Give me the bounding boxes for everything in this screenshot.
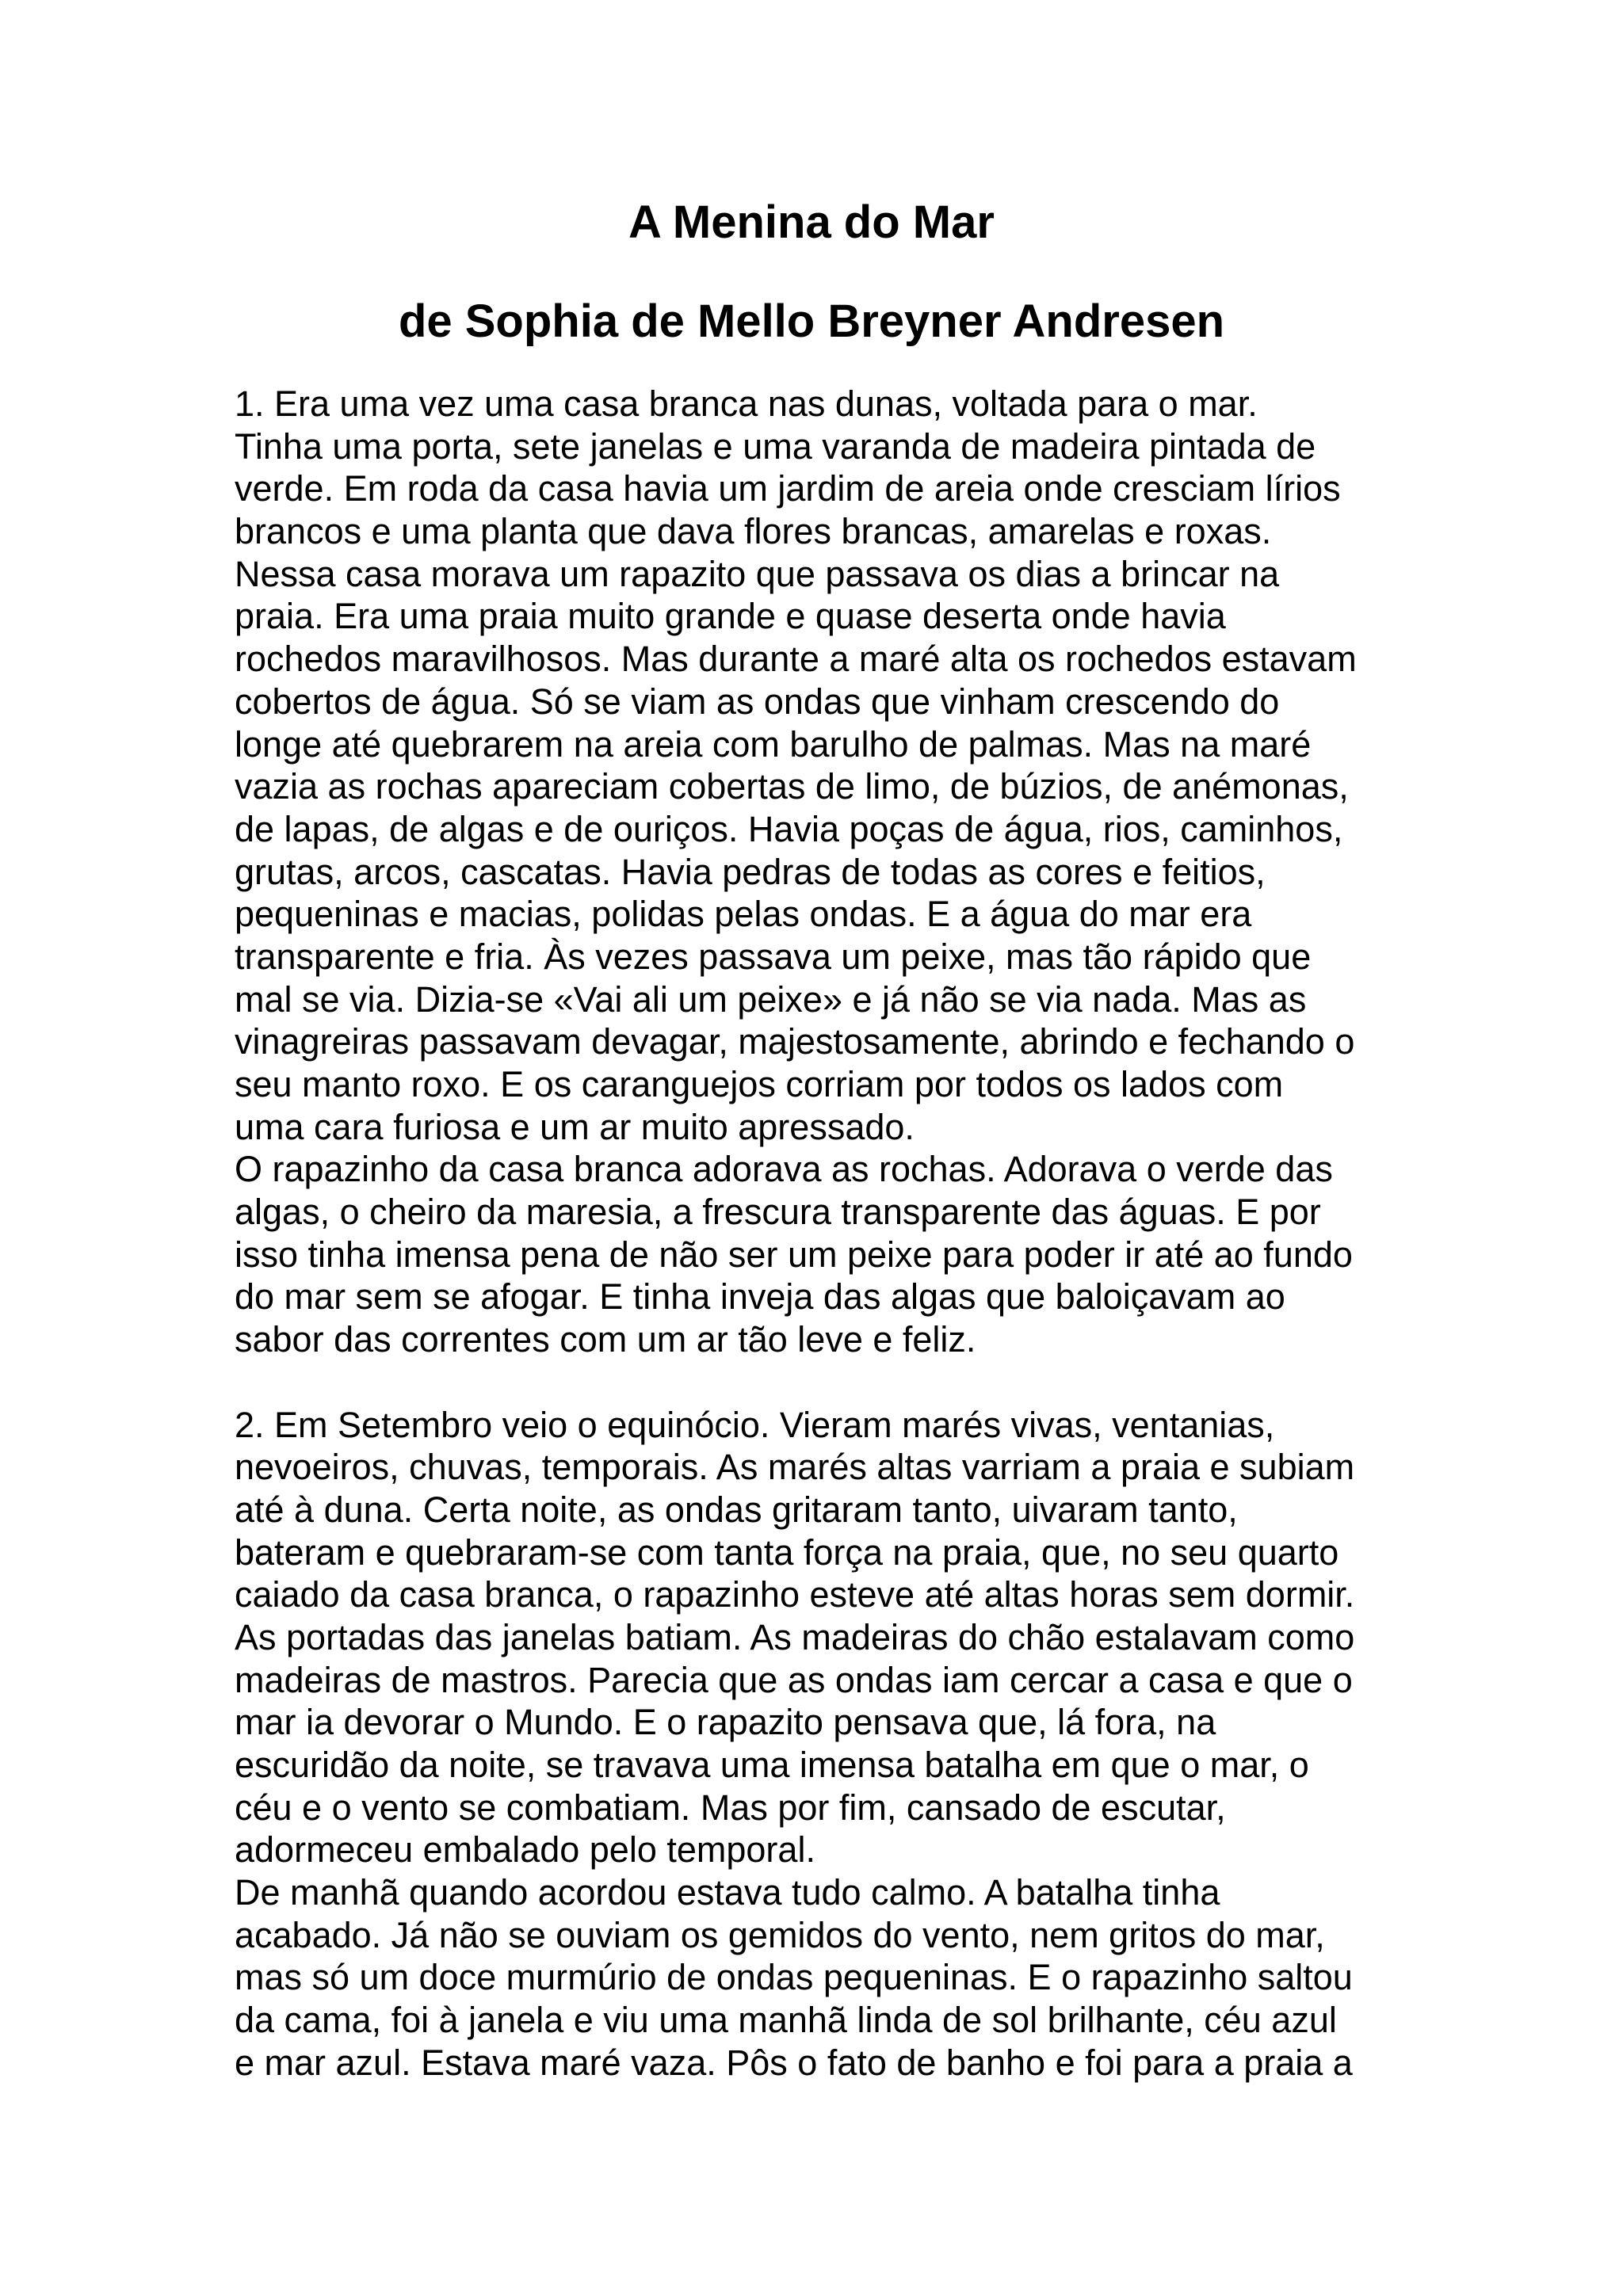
text-line: pequeninas e macias, polidas pelas ondas. E a água do mar era — [235, 894, 1252, 935]
text-line: vinagreiras passavam devagar, majestosamente, abrindo e fechando o — [235, 1021, 1355, 1062]
text-line: adormeceu embalado pelo temporal. — [235, 1829, 815, 1871]
text-line: Nessa casa morava um rapazito que passava os dias a brincar na — [235, 553, 1280, 594]
text-line: até à duna. Certa noite, as ondas gritaram tanto, uivaram tanto, — [235, 1489, 1238, 1530]
text-line: rochedos maravilhosos. Mas durante a maré alta os rochedos estavam — [235, 639, 1357, 680]
document-author: de Sophia de Mello Breyner Andresen — [398, 296, 1225, 347]
text-line: e mar azul. Estava maré vaza. Pôs o fato de banho e foi para a praia a — [235, 2042, 1353, 2083]
paragraph-spacer — [235, 1361, 1423, 1404]
text-line: grutas, arcos, cascatas. Havia pedras de todas as cores e feitios, — [235, 851, 1266, 892]
document-body — [235, 383, 1423, 2084]
text-line: 2. Em Setembro veio o equinócio. Vieram marés vivas, ventanias, — [235, 1404, 1275, 1445]
text-line: caiado da casa branca, o rapazinho esteve até altas horas sem dormir. — [235, 1574, 1355, 1615]
text-line: madeiras de mastros. Parecia que as ondas iam cercar a casa e que o — [235, 1659, 1353, 1700]
text-line: Tinha uma porta, sete janelas e uma varanda de madeira pintada de — [235, 425, 1316, 467]
text-line: longe até quebrarem na areia com barulho de palmas. Mas na maré — [235, 723, 1312, 765]
text-line: da cama, foi à janela e viu uma manhã linda de sol brilhante, céu azul — [235, 2000, 1337, 2041]
text-line: praia. Era uma praia muito grande e quase deserta onde havia — [235, 596, 1226, 637]
text-line: bateram e quebraram-se com tanta força na praia, que, no seu quarto — [235, 1531, 1339, 1573]
text-line: céu e o vento se combatiam. Mas por fim, cansado de escutar, — [235, 1787, 1226, 1828]
section-1 — [235, 383, 1423, 1361]
text-line: mar ia devorar o Mundo. E o rapazito pensava que, lá fora, na — [235, 1702, 1216, 1743]
text-line: nevoeiros, chuvas, temporais. As marés altas varriam a praia e subiam — [235, 1447, 1355, 1488]
text-line: As portadas das janelas batiam. As madeiras do chão estalavam como — [235, 1616, 1355, 1657]
text-line: mas só um doce murmúrio de ondas pequeninas. E o rapazinho saltou — [235, 1957, 1353, 1998]
section-2 — [235, 1404, 1423, 2084]
text-line: seu manto roxo. E os caranguejos corriam por todos os lados com — [235, 1064, 1284, 1104]
text-line: de lapas, de algas e de ouriços. Havia poças de água, rios, caminhos, — [235, 808, 1343, 849]
text-line: 1. Era uma vez uma casa branca nas dunas, voltada para o mar. — [235, 383, 1258, 424]
text-line: verde. Em roda da casa havia um jardim de areia onde cresciam lírios — [235, 468, 1341, 509]
text-line: O rapazinho da casa branca adorava as rochas. Adorava o verde das — [235, 1149, 1333, 1190]
text-line: escuridão da noite, se travava uma imensa batalha em que o mar, o — [235, 1745, 1309, 1785]
text-line: sabor das correntes com um ar tão leve e feliz. — [235, 1319, 976, 1360]
text-line: brancos e uma planta que dava flores brancas, amarelas e roxas. — [235, 511, 1272, 552]
text-line: isso tinha imensa pena de não ser um peixe para poder ir até ao fundo — [235, 1234, 1353, 1275]
text-line: transparente e fria. Às vezes passava um peixe, mas tão rápido que — [235, 936, 1312, 977]
text-line: cobertos de água. Só se viam as ondas que vinham crescendo do — [235, 681, 1280, 722]
text-line: vazia as rochas apareciam cobertas de limo, de búzios, de anémonas, — [235, 766, 1349, 807]
text-line: acabado. Já não se ouviam os gemidos do vento, nem gritos do mar, — [235, 1914, 1325, 1955]
document-title: A Menina do Mar — [628, 196, 995, 248]
text-line: De manhã quando acordou estava tudo calmo. A batalha tinha — [235, 1872, 1220, 1913]
text-line: algas, o cheiro da maresia, a frescura transparente das águas. E por — [235, 1192, 1321, 1233]
text-line: uma cara furiosa e um ar muito apressado. — [235, 1106, 915, 1147]
text-line: mal se via. Dizia-se «Vai ali um peixe» e já não se via nada. Mas as — [235, 978, 1307, 1020]
text-line: do mar sem se afogar. E tinha inveja das algas que baloiçavam ao — [235, 1276, 1285, 1318]
